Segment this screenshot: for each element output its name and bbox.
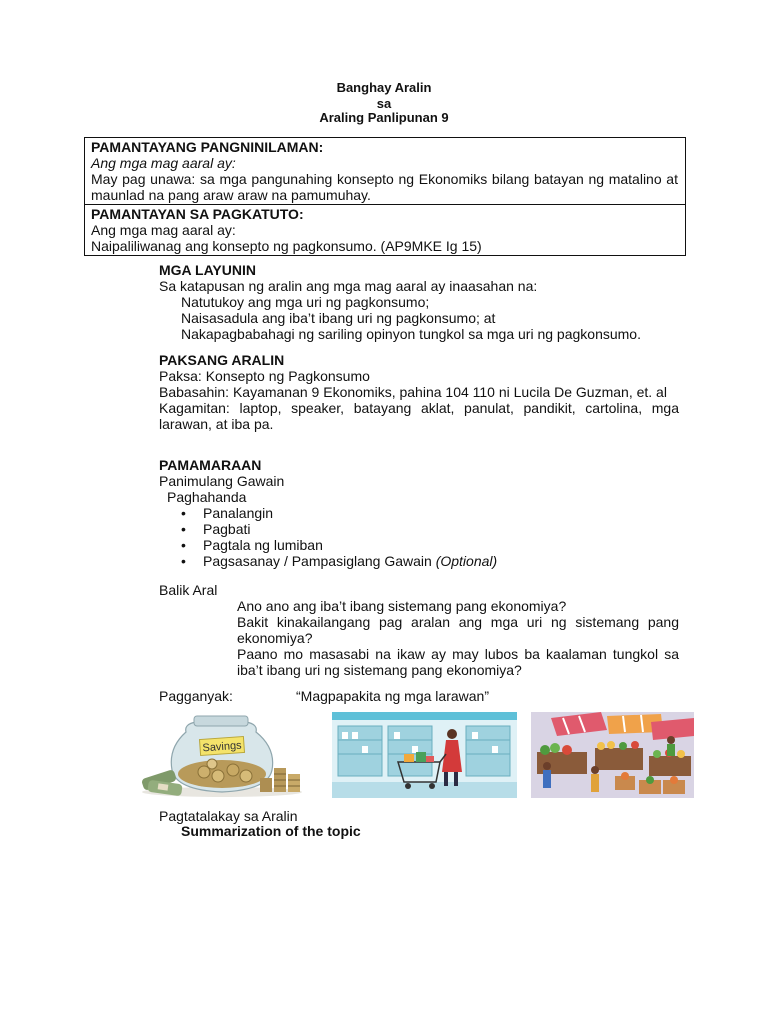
objective-item: Naisasadula ang iba’t ibang uri ng pagkonsumo; at	[181, 310, 496, 326]
subject-topic: Paksa: Konsepto ng Pagkonsumo	[159, 368, 370, 384]
preparation-list	[159, 505, 679, 569]
discussion-summary: Summarization of the topic	[181, 823, 361, 839]
savings-label: Savings	[202, 739, 243, 755]
market-image	[531, 712, 694, 798]
objectives-title: MGA LAYUNIN	[159, 262, 256, 278]
motivation-text: “Magpapakita ng mga larawan”	[296, 688, 489, 704]
subject-reading: Babasahin: Kayamanan 9 Ekonomiks, pahina 104 110 ni Lucila De Guzman, et. al	[159, 384, 667, 400]
preparation-item: • Pagbati	[179, 521, 679, 537]
preparation-item	[179, 553, 679, 569]
performance-standard-title: PAMANTAYAN SA PAGKATUTO:	[91, 206, 304, 222]
preparation-item: • Pagtala ng lumiban	[179, 537, 679, 553]
performance-standard-cell	[85, 205, 685, 255]
objective-item: Natutukoy ang mga uri ng pagkonsumo;	[181, 294, 430, 310]
subject-matter-section	[159, 352, 679, 432]
preparation-item-label: Pagsasanay / Pampasiglang Gawain	[203, 553, 432, 569]
optional-note: (Optional)	[435, 553, 498, 569]
review-question: Ano ano ang iba’t ibang sistemang pang ekonomiya?	[237, 598, 567, 614]
performance-standard-intro: Ang mga mag aaral ay:	[91, 222, 236, 238]
preparation-label: Paghahanda	[167, 489, 247, 505]
subject-matter-title: PAKSANG ARALIN	[159, 352, 285, 368]
review-question: Bakit kinakailangang pag aralan ang mga uri ng sistemang pang ekonomiya?	[237, 614, 679, 646]
supermarket-shopper-illustration	[332, 712, 517, 798]
doc-title-connector: sa	[376, 96, 392, 111]
content-standard-title: PAMANTAYANG PANGNINILAMAN:	[91, 139, 324, 155]
preparation-item: • Panalangin	[179, 505, 679, 521]
review-label: Balik Aral	[159, 582, 218, 598]
performance-standard-text: Naipaliliwanag ang konsepto ng pagkonsumo. (AP9MKE Ig 15)	[91, 238, 482, 254]
savings-jar-image	[138, 712, 306, 798]
content-standard-text: May pag unawa: sa mga pangunahing konsepto ng Ekonomiks bilang batayan ng matalino at maunlad na pang araw araw na pamumuhay.	[91, 171, 678, 203]
standards-table	[84, 137, 686, 256]
objectives-section	[159, 262, 679, 342]
content-standard-intro: Ang mga mag aaral ay:	[91, 155, 236, 171]
objective-item: Nakapagbabahagi ng sariling opinyon tungkol sa mga uri ng pagkonsumo.	[181, 326, 641, 342]
procedure-title: PAMAMARAAN	[159, 457, 262, 473]
supermarket-image	[332, 712, 517, 798]
review-question: Paano mo masasabi na ikaw ay may lubos ba kaalaman tungkol sa iba’t ibang uri ng sistemang pang ekonomiya?	[237, 646, 679, 678]
savings-jar-illustration	[138, 712, 306, 798]
procedure-section	[159, 457, 679, 569]
content-standard-cell	[85, 138, 685, 205]
doc-title: Banghay Aralin	[336, 80, 432, 95]
doc-subject: Araling Panlipunan 9	[319, 110, 449, 125]
review-section	[159, 582, 679, 678]
market-stalls-illustration	[531, 712, 694, 798]
discussion-label: Pagtatalakay sa Aralin	[159, 808, 298, 824]
subject-materials: Kagamitan: laptop, speaker, batayang aklat, panulat, pandikit, cartolina, mga larawan, at iba pa.	[159, 400, 679, 432]
objectives-intro: Sa katapusan ng aralin ang mga mag aaral ay inaasahan na:	[159, 278, 538, 294]
initial-activity-label: Panimulang Gawain	[159, 473, 285, 489]
motivation-label: Pagganyak:	[159, 688, 233, 704]
